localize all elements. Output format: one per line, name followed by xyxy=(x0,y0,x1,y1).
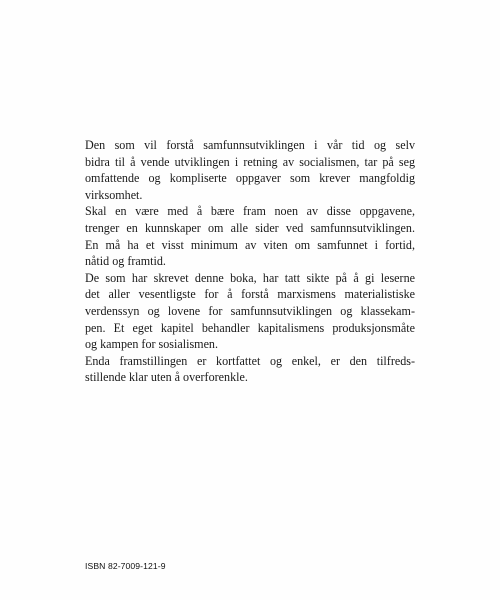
paragraph-4 xyxy=(85,353,415,386)
text-line: bidra til å vende utviklingen i retning av socialismen, tar på seg xyxy=(85,154,415,169)
text-line: De som har skrevet denne boka, har tatt sikte på å gi leserne xyxy=(85,270,415,285)
text-line: virksomhet. xyxy=(85,187,143,202)
text-line: trenger en kunnskaper om alle sider ved samfunnsutviklingen. xyxy=(85,220,415,235)
text-line: og kampen for sosialismen. xyxy=(85,337,219,352)
isbn-label: ISBN 82-7009-121-9 xyxy=(85,561,166,571)
text-line: nåtid og framtid. xyxy=(85,254,166,269)
text-line: Skal en være med å bære fram noen av disse oppgavene, xyxy=(85,204,415,219)
paragraph-3 xyxy=(85,270,415,353)
text-line: omfattende og kompliserte oppgaver som krever mangfoldig xyxy=(85,171,415,186)
text-line: En må ha et visst minimum av viten om samfunnet i fortid, xyxy=(85,237,415,252)
text-line: Enda framstillingen er kortfattet og enkel, er den tilfreds- xyxy=(85,353,415,368)
paragraph-1 xyxy=(85,137,415,203)
blurb-text xyxy=(85,137,415,386)
text-line: verdenssyn og lovene for samfunnsutviklingen og klassekam- xyxy=(85,303,415,318)
text-line: stillende klar uten å overforenkle. xyxy=(85,370,248,385)
text-line: pen. Et eget kapitel behandler kapitalismens produksjonsmåte xyxy=(85,320,415,335)
paragraph-2 xyxy=(85,203,415,269)
text-line: det aller vesentligste for å forstå marxismens materialistiske xyxy=(85,287,415,302)
text-line: Den som vil forstå samfunnsutviklingen i vår tid og selv xyxy=(85,138,415,152)
